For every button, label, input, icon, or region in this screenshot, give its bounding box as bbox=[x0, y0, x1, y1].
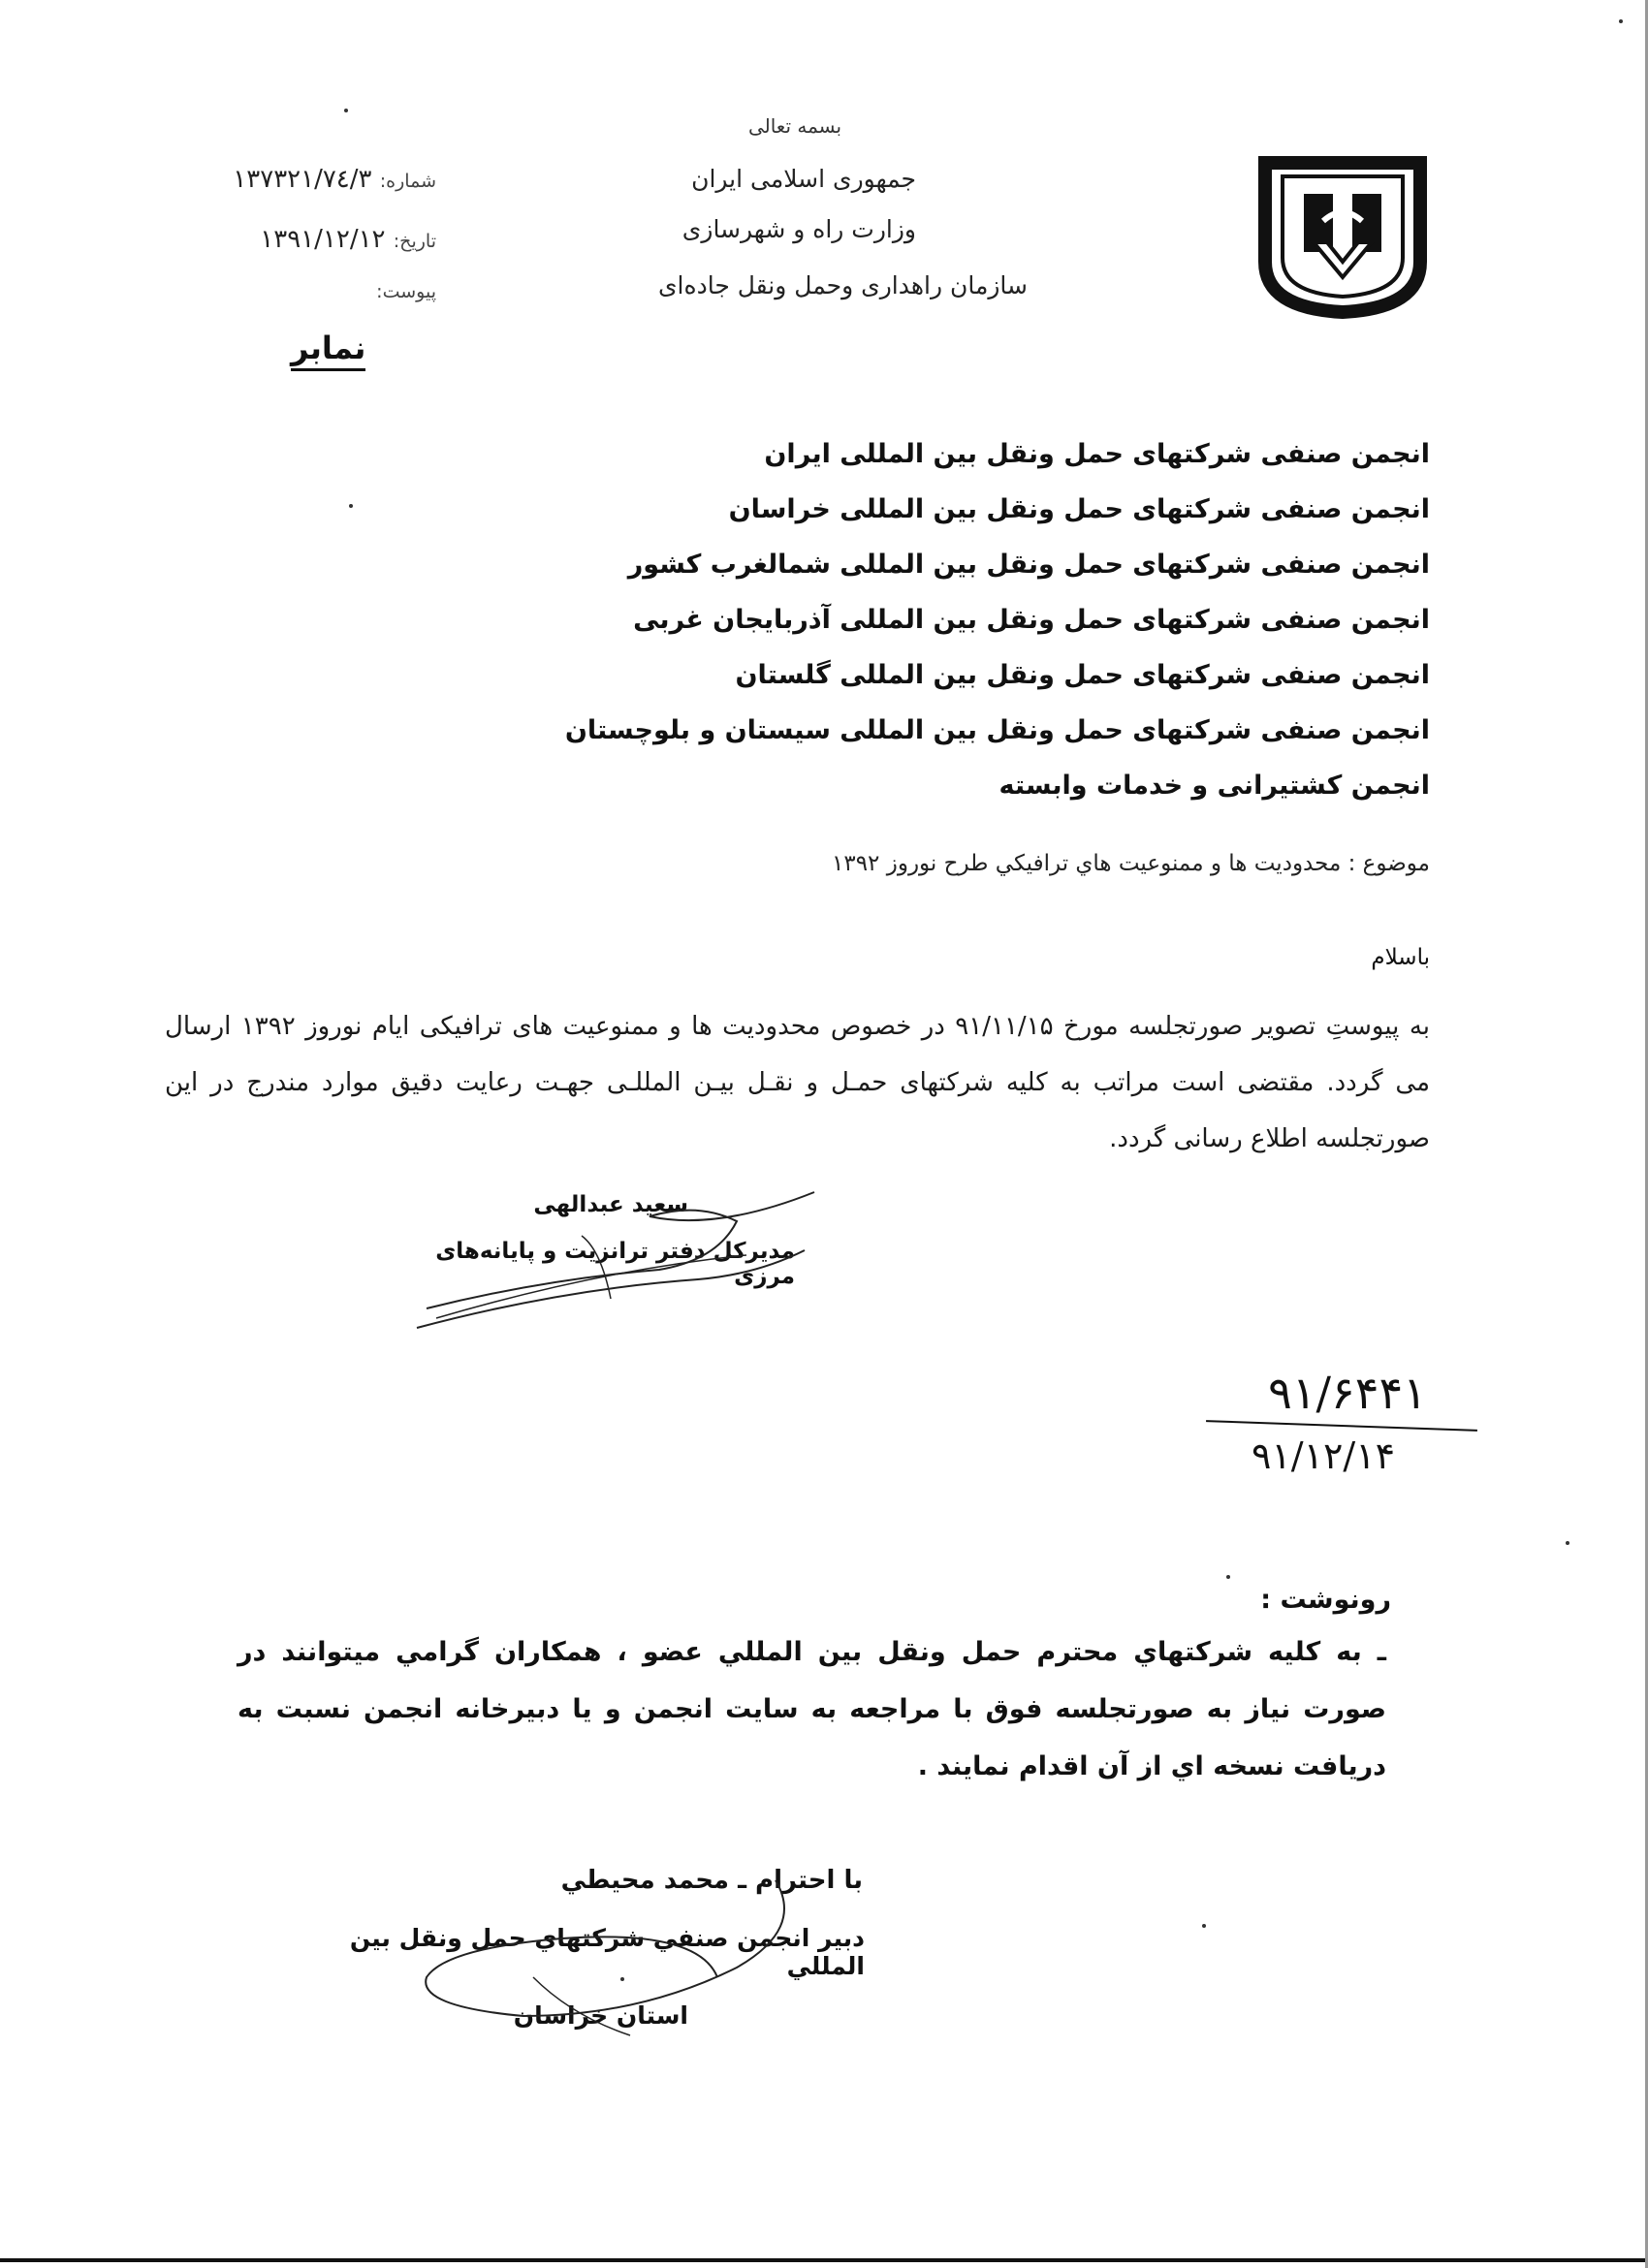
attachment-label: پیوست: bbox=[376, 281, 436, 302]
ministry-logo-icon bbox=[1255, 145, 1430, 320]
letter-number bbox=[174, 165, 436, 194]
letter-body: به پیوستِ تصویر صورتجلسه مورخ ۹۱/۱۱/۱۵ در خصوص محدودیت ها و ممنوعیت های ترافیکی ایام نوروز ۱۳۹۲ ارسال می گردد. مقتضی است مراتب به کلیه شرکتهای حمـل و نقـل بیـن المللـی جهـت رعایت دقیق موارد مندرج در این صورتجلسه اطلاع رسانی گردد. bbox=[165, 1012, 1430, 1153]
closing-province: استان خراسان bbox=[513, 2001, 688, 2030]
closing-regards: با احترام ـ محمد محیطي bbox=[560, 1866, 863, 1895]
scan-speck bbox=[349, 504, 353, 508]
recipient-line: انجمن صنفی شرکتهای حمل ونقل بین المللی ایران bbox=[764, 439, 1430, 469]
scan-speck bbox=[1566, 1541, 1569, 1545]
scan-speck bbox=[1619, 19, 1623, 23]
signer-name: سعید عبدالهی bbox=[533, 1192, 688, 1217]
closing-title: دبیر انجمن صنفي شرکتهاي حمل ونقل بین المللي bbox=[349, 1924, 865, 1980]
subject-line: موضوع : محدودیت ها و ممنوعیت هاي ترافیکي طرح نوروز ۱۳۹۲ bbox=[832, 851, 1430, 876]
gov-line-ministry: وزارت راه و شهرسازی bbox=[681, 215, 916, 243]
signature-scribble-icon bbox=[407, 1163, 834, 1347]
handwritten-number: ۹۱/۶۴۴۱ bbox=[1268, 1367, 1427, 1419]
scan-speck bbox=[344, 109, 348, 112]
gov-line-organization: سازمان راهداری وحمل ونقل جاده‌ای bbox=[657, 271, 1028, 299]
number-value: ۱۳۷۳۲۱/۷٤/۳ bbox=[233, 165, 372, 194]
signer-title: مدیرکل دفتر ترانزیت و پایانه‌های مرزی bbox=[435, 1239, 795, 1289]
recipient-line: انجمن صنفی شرکتهای حمل ونقل بین المللی آذربایجان غربی bbox=[633, 605, 1430, 635]
basmala: بسمه تعالی bbox=[747, 114, 842, 138]
scan-speck bbox=[1226, 1575, 1230, 1579]
recipient-line: انجمن صنفی شرکتهای حمل ونقل بین المللی شمالغرب کشور bbox=[627, 550, 1430, 580]
handwritten-date: ۹۱/۱۲/۱۴ bbox=[1251, 1434, 1396, 1477]
number-label: شماره: bbox=[379, 171, 436, 192]
recipient-line: انجمن صنفی شرکتهای حمل ونقل بین المللی گلستان bbox=[735, 660, 1430, 690]
recipients-list bbox=[170, 426, 1430, 813]
bottom-scan-edge bbox=[0, 2258, 1648, 2262]
cc-title: رونوشت : bbox=[1260, 1585, 1391, 1615]
scan-speck bbox=[620, 1977, 624, 1981]
recipient-line: انجمن صنفی شرکتهای حمل ونقل بین المللی خراسان bbox=[728, 494, 1430, 524]
gov-line-republic: جمهوری اسلامی ایران bbox=[691, 165, 916, 193]
recipient-line: انجمن کشتیرانی و خدمات وابسته bbox=[998, 771, 1430, 801]
recipient-line: انجمن صنفی شرکتهای حمل ونقل بین المللی سیستان و بلوچستان bbox=[564, 715, 1430, 745]
date-label: تاریخ: bbox=[393, 231, 436, 252]
date-value: ۱۳۹۱/۱۲/۱۲ bbox=[260, 225, 386, 254]
cc-body: ـ به کلیه شرکتهاي محترم حمل ونقل بین المللي عضو ، همکاران گرامي میتوانند در صورت نیاز به صورتجلسه فوق با مراجعه به سایت انجمن و یا دبیرخانه انجمن نسبت به دریافت نسخه اي از آن اقدام نمایند . bbox=[238, 1637, 1386, 1781]
letter-date bbox=[174, 225, 436, 254]
greeting: باسلام bbox=[1371, 945, 1430, 970]
handwritten-registration bbox=[1212, 1367, 1483, 1502]
scan-speck bbox=[1202, 1924, 1206, 1928]
closing-signature-icon bbox=[388, 1871, 814, 2045]
fax-label: نمابر bbox=[291, 330, 365, 371]
